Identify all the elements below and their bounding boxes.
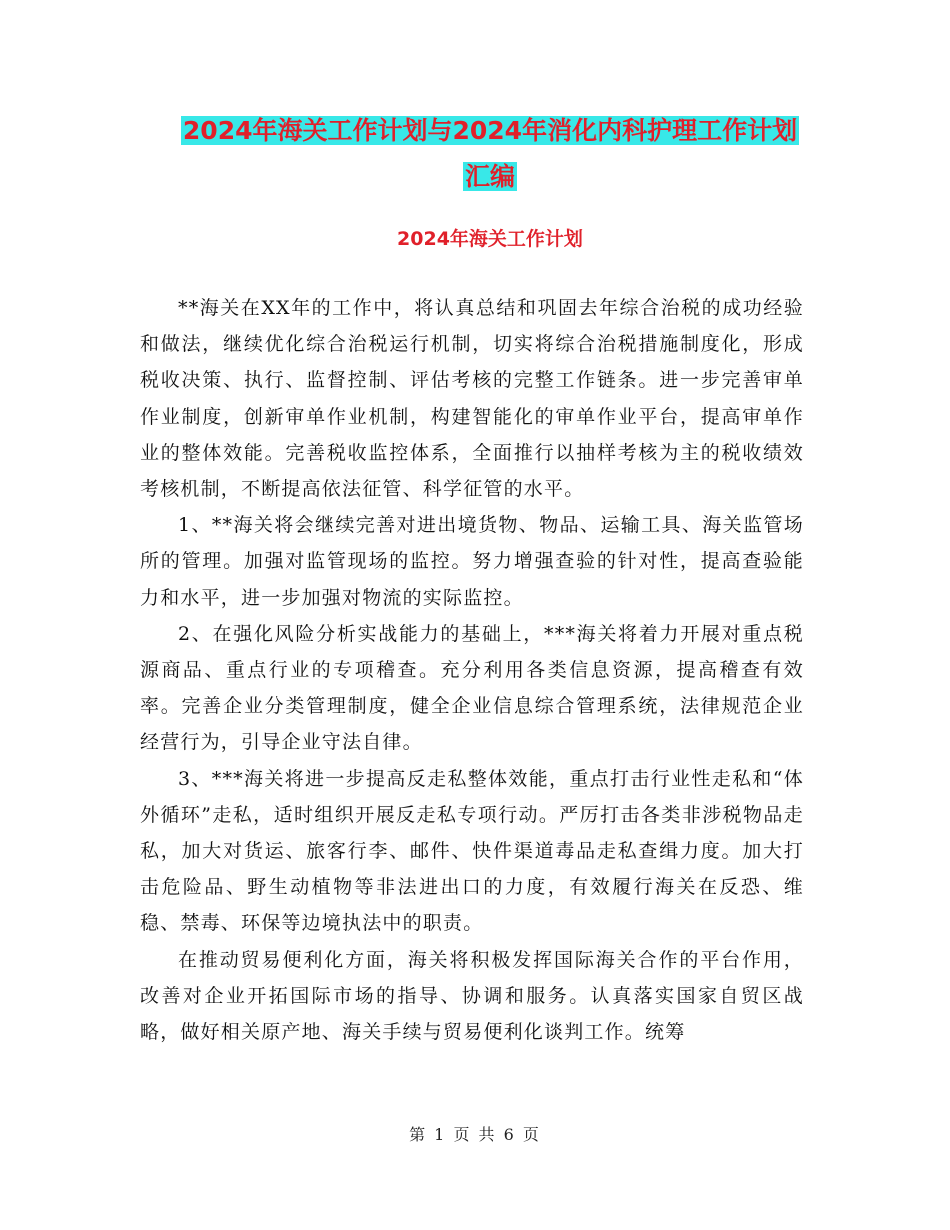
paragraph-trade-facilitation: 在推动贸易便利化方面，海关将积极发挥国际海关合作的平台作用，改善对企业开拓国际市场的指导、协调和服务。认真落实国家自贸区战略，做好相关原产地、海关手续与贸易便利化谈判工作。统筹: [140, 948, 804, 1044]
section-title: 2024年海关工作计划: [397, 228, 583, 250]
page-footer: 第 1 页 共 6 页: [409, 1125, 541, 1144]
document-body: [140, 290, 804, 1050]
document-title-line1: 2024年海关工作计划与2024年消化内科护理工作计划: [182, 116, 798, 145]
document-title: [140, 108, 840, 200]
paragraph-item-3: 3、***海关将进一步提高反走私整体效能，重点打击行业性走私和“体外循环”走私，适时组织开展反走私专项行动。严厉打击各类非涉税物品走私，加大对货运、旅客行李、邮件、快件渠道毒品走私查缉力度。加大打击危险品、野生动植物等非法进出口的力度，有效履行海关在反恐、维稳、禁毒、环保等边境执法中的职责。: [140, 767, 804, 935]
paragraph-item-2: 2、在强化风险分析实战能力的基础上，***海关将着力开展对重点税源商品、重点行业的专项稽查。充分利用各类信息资源，提高稽查有效率。完善企业分类管理制度，健全企业信息综合管理系统，法律规范企业经营行为，引导企业守法自律。: [140, 622, 804, 754]
paragraph-item-1: 1、**海关将会继续完善对进出境货物、物品、运输工具、海关监管场所的管理。加强对监管现场的监控。努力增强查验的针对性，提高查验能力和水平，进一步加强对物流的实际监控。: [140, 514, 804, 609]
paragraph-intro: **海关在XX年的工作中，将认真总结和巩固去年综合治税的成功经验和做法，继续优化综合治税运行机制，切实将综合治税措施制度化，形成税收决策、执行、监督控制、评估考核的完整工作链条。进一步完善审单作业制度，创新审单作业机制，构建智能化的审单作业平台，提高审单作业的整体效能。完善税收监控体系，全面推行以抽样考核为主的税收绩效考核机制，不断提高依法征管、科学征管的水平。: [140, 297, 804, 501]
document-title-line2: 汇编: [464, 162, 515, 191]
